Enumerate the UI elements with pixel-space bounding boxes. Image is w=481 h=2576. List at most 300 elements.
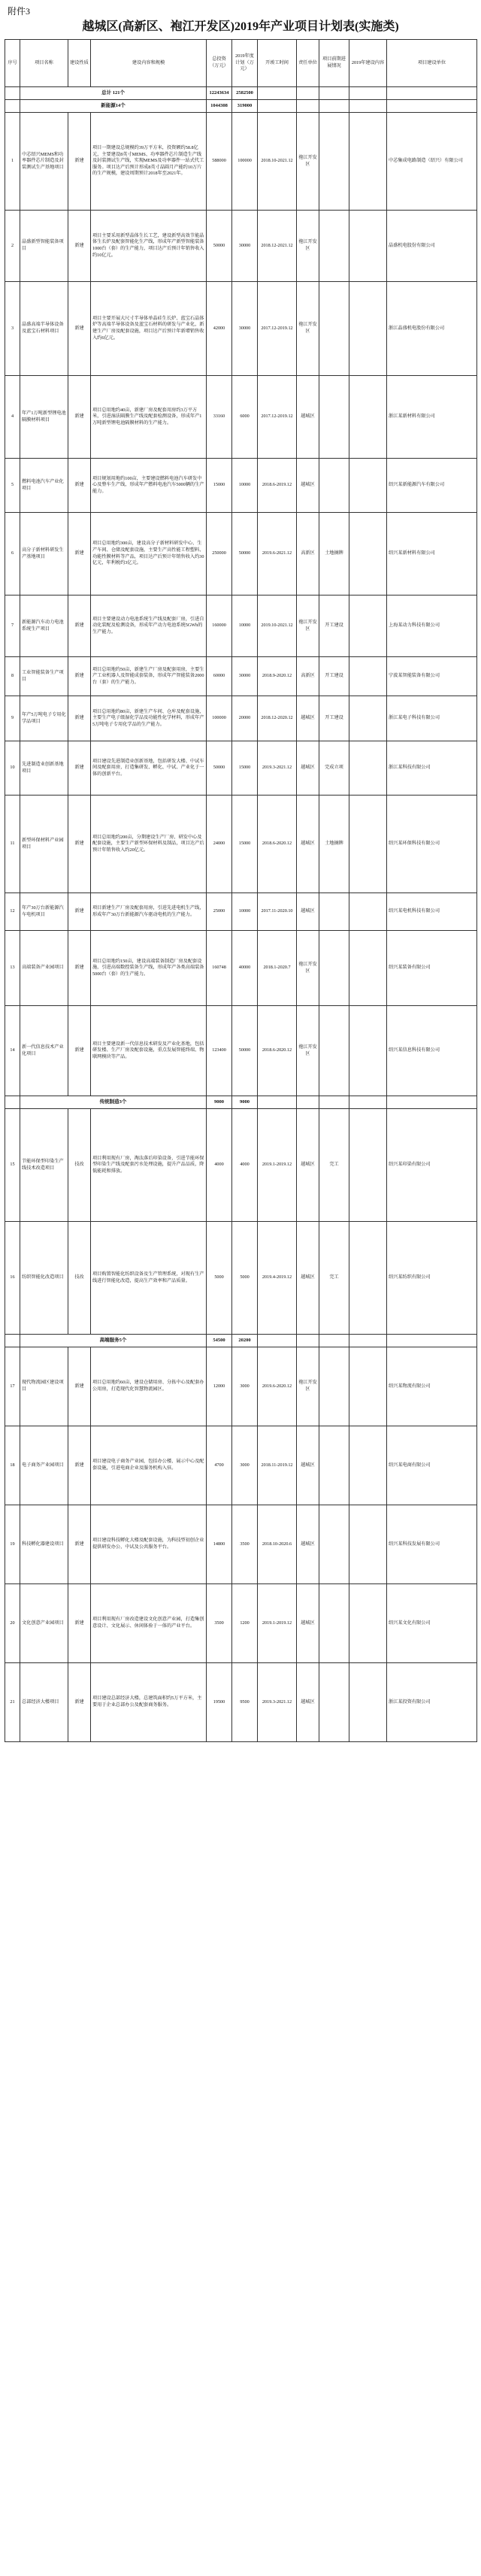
project-responsible-unit: 越城区 — [297, 796, 319, 893]
project-annual-plan: 30000 — [232, 211, 258, 282]
project-progress — [319, 931, 349, 1006]
project-responsible-unit: 袍江开发区 — [297, 1006, 319, 1096]
project-nature: 技改 — [68, 1222, 91, 1335]
project-annual-content — [349, 796, 387, 893]
project-name: 燃料电池汽车产业化项目 — [20, 459, 68, 513]
category-row — [5, 100, 477, 113]
project-annual-plan: 6000 — [232, 376, 258, 459]
project-nature: 技改 — [68, 1109, 91, 1222]
project-annual-plan: 1200 — [232, 1584, 258, 1663]
category-blank — [349, 100, 387, 113]
project-annual-plan: 10000 — [232, 893, 258, 931]
project-responsible-unit: 袍江开发区 — [297, 931, 319, 1006]
project-annual-content — [349, 741, 387, 796]
project-description: 项目建设总部经济大楼，总建筑面积约5万平方米，主要用于企业总部办公及配套商务服务。 — [91, 1663, 207, 1742]
project-responsible-unit: 袍江开发区 — [297, 1347, 319, 1426]
category-row — [5, 1096, 477, 1109]
header-cell: 开竣工时间 — [258, 40, 297, 87]
project-responsible-unit: 越城区 — [297, 741, 319, 796]
project-builder: 绍兴某印染有限公司 — [387, 1109, 477, 1222]
project-annual-content — [349, 1222, 387, 1335]
table-row — [5, 1584, 477, 1663]
project-description: 项目利用现有厂房改造建设文化创意产业园，打造集创意设计、文化展示、休闲体验于一体的产业平台。 — [91, 1584, 207, 1663]
project-total-investment: 250000 — [207, 513, 232, 596]
category-blank — [349, 1096, 387, 1109]
project-nature: 新建 — [68, 893, 91, 931]
project-name: 晶盛新型智能装备项目 — [20, 211, 68, 282]
project-nature: 新建 — [68, 1006, 91, 1096]
header-cell: 2019年建设内容 — [349, 40, 387, 87]
document-title: 越城区(高新区、袍江开发区)2019年产业项目计划表(实施类) — [82, 20, 399, 33]
project-annual-plan: 3000 — [232, 1347, 258, 1426]
project-schedule: 2018.9-2020.12 — [258, 657, 297, 696]
project-responsible-unit: 越城区 — [297, 376, 319, 459]
project-description: 项目建设科技孵化大楼及配套设施，为科技型初创企业提供研发办公、中试及公共服务平台。 — [91, 1505, 207, 1584]
project-progress — [319, 1663, 349, 1742]
project-annual-content — [349, 459, 387, 513]
category-label: 传统制造3个 — [20, 1096, 207, 1109]
project-schedule: 2017.11-2020.10 — [258, 893, 297, 931]
project-nature: 新建 — [68, 931, 91, 1006]
row-number: 10 — [5, 741, 20, 796]
category-blank — [5, 1335, 20, 1347]
project-annual-content — [349, 1584, 387, 1663]
project-responsible-unit: 越城区 — [297, 1584, 319, 1663]
project-builder: 绍兴某环保科技有限公司 — [387, 796, 477, 893]
table-row — [5, 1006, 477, 1096]
project-name: 文化创意产业园项目 — [20, 1584, 68, 1663]
project-responsible-unit: 越城区 — [297, 893, 319, 931]
project-annual-plan: 3500 — [232, 1505, 258, 1584]
project-annual-plan: 9500 — [232, 1663, 258, 1742]
table-row — [5, 596, 477, 657]
row-number: 2 — [5, 211, 20, 282]
project-total-investment: 588000 — [207, 113, 232, 211]
total-plan: 2582500 — [232, 87, 258, 100]
project-schedule: 2019.1-2019.12 — [258, 1584, 297, 1663]
project-nature: 新建 — [68, 1663, 91, 1742]
project-description: 项目建设电子商务产业园，包括办公楼、展示中心及配套设施，引进电商企业及服务机构入驻。 — [91, 1426, 207, 1505]
project-annual-plan: 10000 — [232, 459, 258, 513]
project-description: 项目一期建设总规模约39万平方米，投资额约58.8亿元，主要建设8英寸MEMS、功率器件芯片制造生产线及封装测试生产线，实现MEMS及功率器件一站式代工服务。项目达产后预计形成8英寸晶圆月产能约10万片的生产规模，建设周期预计2018年至2021年。 — [91, 113, 207, 211]
category-blank — [319, 1335, 349, 1347]
project-description: 项目规划用地约100亩，主要建设燃料电池汽车研发中心及整车生产线，形成年产燃料电池汽车5000辆的生产能力。 — [91, 459, 207, 513]
total-label: 总计 121个 — [20, 87, 207, 100]
project-schedule: 2018.10-2020.6 — [258, 1505, 297, 1584]
project-schedule: 2017.12-2019.12 — [258, 376, 297, 459]
row-number: 18 — [5, 1426, 20, 1505]
project-progress — [319, 1426, 349, 1505]
project-total-investment: 12000 — [207, 1347, 232, 1426]
category-blank — [319, 100, 349, 113]
project-schedule: 2018.12-2020.12 — [258, 696, 297, 741]
project-builder: 上海某动力科技有限公司 — [387, 596, 477, 657]
project-nature: 新建 — [68, 211, 91, 282]
category-blank — [5, 100, 20, 113]
project-progress — [319, 459, 349, 513]
project-responsible-unit: 袍江开发区 — [297, 113, 319, 211]
attachment-label: 附件3 — [8, 6, 31, 17]
project-nature: 新建 — [68, 1505, 91, 1584]
header-cell: 建设性质 — [68, 40, 91, 87]
project-progress — [319, 376, 349, 459]
row-number: 16 — [5, 1222, 20, 1335]
project-responsible-unit: 越城区 — [297, 1426, 319, 1505]
project-total-investment: 4700 — [207, 1426, 232, 1505]
project-table — [5, 39, 477, 1742]
total-row — [5, 87, 477, 100]
project-description: 项目建设先进制造业创新基地，包括研发大楼、中试车间及配套用房，打造集研发、孵化、中试、产业化于一体的创新平台。 — [91, 741, 207, 796]
project-schedule: 2018.10-2021.12 — [258, 113, 297, 211]
project-nature: 新建 — [68, 657, 91, 696]
project-total-investment: 25000 — [207, 893, 232, 931]
project-name: 工业智能装备生产项目 — [20, 657, 68, 696]
project-total-investment: 14800 — [207, 1505, 232, 1584]
header-cell: 总投资（万元） — [207, 40, 232, 87]
project-nature: 新建 — [68, 1584, 91, 1663]
row-number: 20 — [5, 1584, 20, 1663]
project-builder: 中芯集成电路制造（绍兴）有限公司 — [387, 113, 477, 211]
project-builder: 绍兴某电商有限公司 — [387, 1426, 477, 1505]
project-progress: 开工建设 — [319, 696, 349, 741]
category-blank — [258, 1335, 297, 1347]
table-row — [5, 1505, 477, 1584]
project-builder: 绍兴某装备有限公司 — [387, 931, 477, 1006]
table-row — [5, 1663, 477, 1742]
project-description: 项目总用地约50亩，新建生产厂房及配套用房，主要生产工业机器人及智能成套装备，形成年产智能装备2000台（套）的生产能力。 — [91, 657, 207, 696]
project-description: 项目总用地约40亩，新建厂房及配套用房约3万平方米，引进湿法隔膜生产线及配套检测设备，形成年产1万吨新型锂电池隔膜材料的生产能力。 — [91, 376, 207, 459]
row-number: 6 — [5, 513, 20, 596]
project-name: 现代物流园区建设项目 — [20, 1347, 68, 1426]
project-annual-content — [349, 1109, 387, 1222]
project-progress — [319, 1006, 349, 1096]
project-name: 新一代信息技术产业化项目 — [20, 1006, 68, 1096]
project-annual-plan: 40000 — [232, 931, 258, 1006]
project-schedule: 2019.1-2019.12 — [258, 1109, 297, 1222]
project-name: 电子商务产业园项目 — [20, 1426, 68, 1505]
project-name: 年产1万吨新型锂电池隔膜材料项目 — [20, 376, 68, 459]
project-name: 晶盛高端半导体设备及蓝宝石材料项目 — [20, 282, 68, 376]
project-annual-plan: 50000 — [232, 513, 258, 596]
project-nature: 新建 — [68, 1347, 91, 1426]
project-annual-plan: 5000 — [232, 1222, 258, 1335]
project-nature: 新建 — [68, 459, 91, 513]
table-row — [5, 893, 477, 931]
table-row — [5, 1222, 477, 1335]
project-name: 新型环保材料产业园项目 — [20, 796, 68, 893]
project-annual-plan: 50000 — [232, 1006, 258, 1096]
table-row — [5, 282, 477, 376]
category-blank — [387, 1335, 477, 1347]
table-row — [5, 376, 477, 459]
category-blank — [319, 1096, 349, 1109]
project-progress — [319, 893, 349, 931]
project-annual-content — [349, 211, 387, 282]
project-annual-plan: 15000 — [232, 741, 258, 796]
project-schedule: 2018.6-2019.12 — [258, 459, 297, 513]
project-annual-content — [349, 113, 387, 211]
project-builder: 绍兴某科技发展有限公司 — [387, 1505, 477, 1584]
project-description: 项目主要采用新型晶体生长工艺，建设新型高效节能晶体生长炉及配套智能化生产线，形成年产新型智能装备1000台（套）的生产能力，项目达产后预计年销售收入约10亿元。 — [91, 211, 207, 282]
project-schedule: 2019.4-2019.12 — [258, 1222, 297, 1335]
project-progress: 开工建设 — [319, 657, 349, 696]
row-number: 21 — [5, 1663, 20, 1742]
row-number: 11 — [5, 796, 20, 893]
project-responsible-unit: 越城区 — [297, 1109, 319, 1222]
project-progress — [319, 1347, 349, 1426]
header-cell: 责任单位 — [297, 40, 319, 87]
project-description: 项目主要开展大尺寸半导体单晶硅生长炉、蓝宝石晶体炉等高端半导体设备及蓝宝石材料的研发与产业化，新建生产厂房及配套设施，项目达产后预计年新增销售收入约6亿元。 — [91, 282, 207, 376]
project-name: 高端装备产业园项目 — [20, 931, 68, 1006]
project-annual-content — [349, 376, 387, 459]
project-responsible-unit: 袍江开发区 — [297, 211, 319, 282]
project-nature: 新建 — [68, 376, 91, 459]
category-plan: 9000 — [232, 1096, 258, 1109]
project-schedule: 2019.6-2021.12 — [258, 513, 297, 596]
project-builder: 绍兴某文化有限公司 — [387, 1584, 477, 1663]
project-total-investment: 100000 — [207, 696, 232, 741]
project-total-investment: 50000 — [207, 211, 232, 282]
category-blank — [5, 1096, 20, 1109]
project-total-investment: 60000 — [207, 657, 232, 696]
project-builder: 绍兴某新能源汽车有限公司 — [387, 459, 477, 513]
project-name: 中芯绍兴MEMS和功率器件芯片制造及封装测试生产基地项目 — [20, 113, 68, 211]
table-row — [5, 796, 477, 893]
row-number: 9 — [5, 696, 20, 741]
project-total-investment: 5000 — [207, 1222, 232, 1335]
category-blank — [349, 1335, 387, 1347]
project-name: 先进制造业创新基地项目 — [20, 741, 68, 796]
project-builder: 宁波某智能装备有限公司 — [387, 657, 477, 696]
project-responsible-unit: 袍江开发区 — [297, 596, 319, 657]
project-nature: 新建 — [68, 741, 91, 796]
header-cell: 项目前期进展情况 — [319, 40, 349, 87]
project-builder: 浙江某电子科技有限公司 — [387, 696, 477, 741]
project-schedule: 2019.3-2021.12 — [258, 741, 297, 796]
category-blank — [258, 100, 297, 113]
project-nature: 新建 — [68, 513, 91, 596]
project-builder: 浙江某投资有限公司 — [387, 1663, 477, 1742]
project-annual-content — [349, 1347, 387, 1426]
table-row — [5, 211, 477, 282]
project-responsible-unit: 越城区 — [297, 459, 319, 513]
row-number: 1 — [5, 113, 20, 211]
table-row — [5, 1426, 477, 1505]
project-nature: 新建 — [68, 282, 91, 376]
project-schedule: 2017.12-2019.12 — [258, 282, 297, 376]
project-description: 项目总用地约200亩，分期建设生产厂房、研发中心及配套设施，主要生产新型环保材料及制品，项目达产后预计年销售收入约20亿元。 — [91, 796, 207, 893]
project-builder: 浙江某新材料有限公司 — [387, 376, 477, 459]
row-number: 12 — [5, 893, 20, 931]
project-description: 项目购置智能化纺织设备及生产管理系统，对现有生产线进行智能化改造，提高生产效率和产品质量。 — [91, 1222, 207, 1335]
project-nature: 新建 — [68, 113, 91, 211]
header-cell: 项目建设单位 — [387, 40, 477, 87]
project-annual-plan: 4000 — [232, 1109, 258, 1222]
header-row — [5, 40, 477, 87]
project-schedule: 2018.6-2020.12 — [258, 796, 297, 893]
project-annual-plan: 15000 — [232, 796, 258, 893]
row-number: 8 — [5, 657, 20, 696]
project-schedule: 2018.11-2019.12 — [258, 1426, 297, 1505]
row-number: 13 — [5, 931, 20, 1006]
project-responsible-unit: 越城区 — [297, 696, 319, 741]
project-description: 项目新建生产厂房及配套用房，引进先进电机生产线，形成年产30万台新能源汽车驱动电机的生产能力。 — [91, 893, 207, 931]
total-investment: 12243634 — [207, 87, 232, 100]
project-progress: 完工 — [319, 1222, 349, 1335]
category-blank — [297, 1335, 319, 1347]
project-builder: 晶盛机电股份有限公司 — [387, 211, 477, 282]
project-responsible-unit: 袍江开发区 — [297, 282, 319, 376]
header-cell: 序号 — [5, 40, 20, 87]
project-progress: 开工建设 — [319, 596, 349, 657]
table-row — [5, 931, 477, 1006]
project-annual-content — [349, 893, 387, 931]
category-blank — [387, 100, 477, 113]
row-number: 5 — [5, 459, 20, 513]
category-total: 1044308 — [207, 100, 232, 113]
project-name: 年产5万吨电子专用化学品项目 — [20, 696, 68, 741]
project-name: 总部经济大楼项目 — [20, 1663, 68, 1742]
header-cell: 2019年度计划（万元） — [232, 40, 258, 87]
project-description: 项目总用地约80亩，新建生产车间、仓库及配套设施，主要生产电子级湿化学品及功能性化学材料，形成年产5万吨电子专用化学品的生产能力。 — [91, 696, 207, 741]
project-progress: 完工 — [319, 1109, 349, 1222]
row-number: 15 — [5, 1109, 20, 1222]
project-description: 项目总用地约60亩，建设仓储用房、分拣中心及配套办公用房，打造现代化智慧物流园区。 — [91, 1347, 207, 1426]
header-cell: 项目名称 — [20, 40, 68, 87]
project-builder: 绍兴某电机科技有限公司 — [387, 893, 477, 931]
project-name: 科技孵化器建设项目 — [20, 1505, 68, 1584]
project-annual-content — [349, 513, 387, 596]
project-progress — [319, 113, 349, 211]
project-schedule: 2018.1-2020.7 — [258, 931, 297, 1006]
project-description: 项目总用地约150亩，建设高端装备制造厂房及配套设施，引进高端数控装备生产线，形成年产各类高端装备5000台（套）的生产能力。 — [91, 931, 207, 1006]
project-description: 项目利用现有厂房，淘汰落后印染设备，引进节能环保型印染生产线及配套污水处理设施，提升产品品质，降低能耗和排放。 — [91, 1109, 207, 1222]
project-schedule: 2018.12-2021.12 — [258, 211, 297, 282]
category-blank — [387, 1096, 477, 1109]
table-row — [5, 741, 477, 796]
project-responsible-unit: 高新区 — [297, 513, 319, 596]
project-annual-content — [349, 1505, 387, 1584]
project-annual-plan: 20000 — [232, 696, 258, 741]
project-annual-plan: 30000 — [232, 657, 258, 696]
table-row — [5, 113, 477, 211]
project-responsible-unit: 越城区 — [297, 1663, 319, 1742]
project-total-investment: 4000 — [207, 1109, 232, 1222]
project-annual-plan: 3000 — [232, 1426, 258, 1505]
category-row — [5, 1335, 477, 1347]
project-annual-plan: 10000 — [232, 596, 258, 657]
project-annual-content — [349, 696, 387, 741]
project-total-investment: 15000 — [207, 459, 232, 513]
project-builder: 浙江某科技有限公司 — [387, 741, 477, 796]
category-label: 高端服务5个 — [20, 1335, 207, 1347]
header-cell: 建设内容和规模 — [91, 40, 207, 87]
project-progress — [319, 1505, 349, 1584]
row-number: 14 — [5, 1006, 20, 1096]
table-row — [5, 459, 477, 513]
category-total: 54500 — [207, 1335, 232, 1347]
project-name: 年产30万台新能源汽车电机项目 — [20, 893, 68, 931]
project-annual-content — [349, 596, 387, 657]
project-nature: 新建 — [68, 796, 91, 893]
project-annual-plan: 100000 — [232, 113, 258, 211]
row-number: 4 — [5, 376, 20, 459]
project-description: 项目主要建设新一代信息技术研发及产业化基地，包括研发楼、生产厂房及配套设施，重点发展智能终端、物联网模块等产品。 — [91, 1006, 207, 1096]
row-number: 17 — [5, 1347, 20, 1426]
project-responsible-unit: 越城区 — [297, 1222, 319, 1335]
project-total-investment: 160748 — [207, 931, 232, 1006]
project-nature: 新建 — [68, 596, 91, 657]
row-number: 19 — [5, 1505, 20, 1584]
project-total-investment: 160000 — [207, 596, 232, 657]
project-annual-content — [349, 931, 387, 1006]
project-builder: 浙江晶盛机电股份有限公司 — [387, 282, 477, 376]
project-progress: 土地摘牌 — [319, 513, 349, 596]
project-total-investment: 33160 — [207, 376, 232, 459]
project-name: 节能环保型印染生产线技术改造项目 — [20, 1109, 68, 1222]
project-total-investment: 50000 — [207, 741, 232, 796]
table-row — [5, 1109, 477, 1222]
table-row — [5, 1347, 477, 1426]
project-total-investment: 42000 — [207, 282, 232, 376]
category-blank — [258, 1096, 297, 1109]
row-number: 7 — [5, 596, 20, 657]
row-number: 3 — [5, 282, 20, 376]
project-annual-content — [349, 1006, 387, 1096]
project-schedule: 2019.6-2020.12 — [258, 1347, 297, 1426]
project-description: 项目总用地约300亩，建设高分子新材料研发中心、生产车间、仓储及配套设施，主要生产高性能工程塑料、功能性膜材料等产品，项目达产后预计年销售收入约30亿元，年利税约3亿元。 — [91, 513, 207, 596]
project-total-investment: 19500 — [207, 1663, 232, 1742]
project-progress — [319, 282, 349, 376]
project-builder: 绍兴某新材料有限公司 — [387, 513, 477, 596]
table-row — [5, 657, 477, 696]
category-plan: 20200 — [232, 1335, 258, 1347]
project-progress: 完成立项 — [319, 741, 349, 796]
project-description: 项目主要建设动力电池系统生产线及配套厂房，引进自动化装配及检测设备，形成年产动力电池系统5GWh的生产能力。 — [91, 596, 207, 657]
project-nature: 新建 — [68, 696, 91, 741]
project-name: 纺织智能化改造项目 — [20, 1222, 68, 1335]
project-builder: 绍兴某信息科技有限公司 — [387, 1006, 477, 1096]
project-responsible-unit: 越城区 — [297, 1505, 319, 1584]
project-builder: 绍兴某物流有限公司 — [387, 1347, 477, 1426]
project-builder: 绍兴某纺织有限公司 — [387, 1222, 477, 1335]
category-blank — [297, 100, 319, 113]
project-annual-content — [349, 1663, 387, 1742]
project-annual-content — [349, 282, 387, 376]
project-schedule: 2019.3-2021.12 — [258, 1663, 297, 1742]
category-plan: 319000 — [232, 100, 258, 113]
category-total: 9000 — [207, 1096, 232, 1109]
project-nature: 新建 — [68, 1426, 91, 1505]
project-responsible-unit: 高新区 — [297, 657, 319, 696]
project-annual-content — [349, 657, 387, 696]
project-name: 高分子新材料研发生产基地项目 — [20, 513, 68, 596]
project-progress — [319, 1584, 349, 1663]
project-annual-plan: 30000 — [232, 282, 258, 376]
category-blank — [297, 1096, 319, 1109]
project-total-investment: 123400 — [207, 1006, 232, 1096]
table-row — [5, 513, 477, 596]
project-schedule: 2018.6-2020.12 — [258, 1006, 297, 1096]
project-total-investment: 24000 — [207, 796, 232, 893]
table-row — [5, 696, 477, 741]
project-name: 新能源汽车动力电池系统生产项目 — [20, 596, 68, 657]
project-progress — [319, 211, 349, 282]
project-total-investment: 3500 — [207, 1584, 232, 1663]
project-progress: 土地摘牌 — [319, 796, 349, 893]
category-label: 新能源14个 — [20, 100, 207, 113]
project-schedule: 2019.10-2021.12 — [258, 596, 297, 657]
